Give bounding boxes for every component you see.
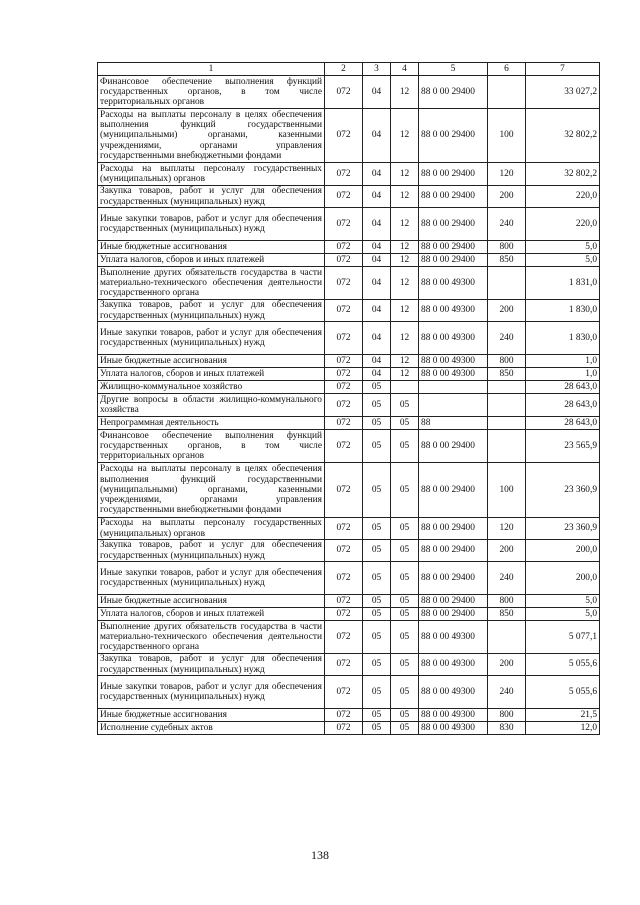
row-subsection: 12 — [391, 241, 419, 254]
row-admin-code: 072 — [325, 368, 363, 381]
row-name: Уплата налогов, сборов и иных платежей — [98, 608, 325, 621]
table-row — [98, 300, 600, 322]
row-target-article: 88 0 00 29400 — [419, 463, 488, 518]
row-expense-type — [488, 76, 526, 109]
row-target-article — [419, 394, 488, 417]
row-admin-code: 072 — [325, 676, 363, 709]
row-subsection: 05 — [391, 595, 419, 608]
row-admin-code: 072 — [325, 186, 363, 208]
row-section: 05 — [363, 676, 391, 709]
row-subsection: 12 — [391, 368, 419, 381]
row-amount: 1 830,0 — [526, 300, 600, 322]
row-amount: 23 360,9 — [526, 463, 600, 518]
row-target-article: 88 0 00 29400 — [419, 254, 488, 267]
row-amount: 1 830,0 — [526, 322, 600, 355]
row-target-article: 88 0 00 29400 — [419, 208, 488, 241]
row-target-article: 88 0 00 29400 — [419, 109, 488, 163]
col-header-2: 2 — [325, 63, 363, 76]
row-section: 04 — [363, 163, 391, 186]
row-admin-code: 072 — [325, 241, 363, 254]
table-row — [98, 109, 600, 163]
row-expense-type: 100 — [488, 109, 526, 163]
table-row — [98, 722, 600, 735]
row-section: 04 — [363, 254, 391, 267]
row-target-article: 88 0 00 29400 — [419, 595, 488, 608]
row-target-article: 88 0 00 49300 — [419, 300, 488, 322]
row-amount: 5,0 — [526, 595, 600, 608]
row-amount: 32 802,2 — [526, 109, 600, 163]
table-row — [98, 518, 600, 540]
row-expense-type — [488, 430, 526, 463]
budget-table — [97, 62, 600, 735]
row-target-article: 88 0 00 49300 — [419, 368, 488, 381]
row-name: Финансовое обеспечение выполнения функций государственных органов, в том числе территориальных органов — [98, 430, 325, 463]
table-row — [98, 76, 600, 109]
table-row — [98, 463, 600, 518]
row-expense-type: 100 — [488, 463, 526, 518]
row-subsection: 05 — [391, 417, 419, 430]
row-name: Закупка товаров, работ и услуг для обеспечения государственных (муниципальных) нужд — [98, 540, 325, 562]
header-row — [98, 63, 600, 76]
table-row — [98, 430, 600, 463]
row-subsection: 12 — [391, 109, 419, 163]
row-subsection: 05 — [391, 463, 419, 518]
row-expense-type: 830 — [488, 722, 526, 735]
row-subsection: 05 — [391, 621, 419, 654]
row-subsection — [391, 381, 419, 394]
row-amount: 28 643,0 — [526, 381, 600, 394]
row-section: 05 — [363, 381, 391, 394]
row-admin-code: 072 — [325, 254, 363, 267]
row-admin-code: 072 — [325, 381, 363, 394]
row-section: 04 — [363, 322, 391, 355]
row-section: 04 — [363, 76, 391, 109]
table-row — [98, 654, 600, 676]
row-target-article: 88 0 00 29400 — [419, 430, 488, 463]
row-expense-type — [488, 267, 526, 300]
row-section: 04 — [363, 186, 391, 208]
row-section: 05 — [363, 621, 391, 654]
row-target-article: 88 0 00 29400 — [419, 518, 488, 540]
row-name: Другие вопросы в области жилищно-коммунального хозяйства — [98, 394, 325, 417]
row-name: Иные закупки товаров, работ и услуг для обеспечения государственных (муниципальных) нужд — [98, 676, 325, 709]
row-expense-type: 850 — [488, 608, 526, 621]
row-section: 04 — [363, 267, 391, 300]
row-subsection: 05 — [391, 518, 419, 540]
table-row — [98, 595, 600, 608]
row-name: Иные бюджетные ассигнования — [98, 595, 325, 608]
row-expense-type: 240 — [488, 208, 526, 241]
row-section: 05 — [363, 463, 391, 518]
row-subsection: 05 — [391, 394, 419, 417]
table-row — [98, 241, 600, 254]
row-expense-type: 800 — [488, 241, 526, 254]
row-amount: 200,0 — [526, 562, 600, 595]
row-admin-code: 072 — [325, 463, 363, 518]
row-subsection: 12 — [391, 163, 419, 186]
row-subsection: 12 — [391, 186, 419, 208]
row-section: 05 — [363, 540, 391, 562]
col-header-7: 7 — [526, 63, 600, 76]
row-subsection: 12 — [391, 355, 419, 368]
row-amount: 5,0 — [526, 254, 600, 267]
row-section: 04 — [363, 208, 391, 241]
row-section: 05 — [363, 518, 391, 540]
table-row — [98, 608, 600, 621]
row-admin-code: 072 — [325, 518, 363, 540]
row-section: 04 — [363, 355, 391, 368]
row-amount: 33 027,2 — [526, 76, 600, 109]
row-admin-code: 072 — [325, 621, 363, 654]
row-name: Исполнение судебных актов — [98, 722, 325, 735]
table-row — [98, 621, 600, 654]
row-target-article: 88 0 00 49300 — [419, 654, 488, 676]
row-expense-type: 240 — [488, 322, 526, 355]
row-name: Уплата налогов, сборов и иных платежей — [98, 254, 325, 267]
row-target-article: 88 0 00 49300 — [419, 709, 488, 722]
row-target-article: 88 0 00 49300 — [419, 676, 488, 709]
table-body — [98, 76, 600, 735]
table-row — [98, 186, 600, 208]
row-amount: 5,0 — [526, 241, 600, 254]
row-section: 05 — [363, 562, 391, 595]
row-expense-type: 850 — [488, 368, 526, 381]
row-name: Иные закупки товаров, работ и услуг для обеспечения государственных (муниципальных) нужд — [98, 322, 325, 355]
row-expense-type: 240 — [488, 676, 526, 709]
row-name: Закупка товаров, работ и услуг для обеспечения государственных (муниципальных) нужд — [98, 300, 325, 322]
row-amount: 5 055,6 — [526, 676, 600, 709]
row-subsection: 05 — [391, 608, 419, 621]
row-admin-code: 072 — [325, 540, 363, 562]
table-row — [98, 394, 600, 417]
row-subsection: 12 — [391, 300, 419, 322]
row-amount: 23 360,9 — [526, 518, 600, 540]
table-row — [98, 562, 600, 595]
row-subsection: 12 — [391, 267, 419, 300]
table-row — [98, 208, 600, 241]
row-section: 04 — [363, 109, 391, 163]
row-expense-type: 240 — [488, 562, 526, 595]
table-row — [98, 381, 600, 394]
row-section: 05 — [363, 654, 391, 676]
row-target-article: 88 0 00 29400 — [419, 186, 488, 208]
row-admin-code: 072 — [325, 394, 363, 417]
row-expense-type: 200 — [488, 300, 526, 322]
row-expense-type — [488, 621, 526, 654]
row-target-article: 88 0 00 29400 — [419, 76, 488, 109]
row-name: Иные закупки товаров, работ и услуг для обеспечения государственных (муниципальных) нужд — [98, 562, 325, 595]
row-name: Уплата налогов, сборов и иных платежей — [98, 368, 325, 381]
row-name: Непрограммная деятельность — [98, 417, 325, 430]
row-name: Выполнение других обязательств государства в части материально-технического обеспечения деятельности государственного органа — [98, 621, 325, 654]
row-target-article: 88 0 00 49300 — [419, 621, 488, 654]
row-expense-type: 800 — [488, 355, 526, 368]
row-name: Жилищно-коммунальное хозяйство — [98, 381, 325, 394]
row-amount: 28 643,0 — [526, 394, 600, 417]
row-target-article: 88 0 00 49300 — [419, 322, 488, 355]
row-target-article: 88 0 00 49300 — [419, 355, 488, 368]
row-section: 04 — [363, 241, 391, 254]
row-amount: 23 565,9 — [526, 430, 600, 463]
row-amount: 32 802,2 — [526, 163, 600, 186]
row-section: 04 — [363, 300, 391, 322]
row-name: Расходы на выплаты персоналу государственных (муниципальных) органов — [98, 163, 325, 186]
table-row — [98, 254, 600, 267]
row-name: Иные закупки товаров, работ и услуг для обеспечения государственных (муниципальных) нужд — [98, 208, 325, 241]
row-admin-code: 072 — [325, 109, 363, 163]
row-admin-code: 072 — [325, 322, 363, 355]
row-target-article — [419, 381, 488, 394]
row-subsection: 05 — [391, 722, 419, 735]
col-header-4: 4 — [391, 63, 419, 76]
table-row — [98, 322, 600, 355]
row-expense-type: 200 — [488, 540, 526, 562]
row-target-article: 88 0 00 29400 — [419, 608, 488, 621]
row-section: 05 — [363, 709, 391, 722]
row-subsection: 05 — [391, 430, 419, 463]
table-row — [98, 267, 600, 300]
row-subsection: 12 — [391, 254, 419, 267]
row-admin-code: 072 — [325, 430, 363, 463]
row-name: Выполнение других обязательств государства в части материально-технического обеспечения деятельности государственного органа — [98, 267, 325, 300]
row-name: Финансовое обеспечение выполнения функций государственных органов, в том числе территориальных органов — [98, 76, 325, 109]
row-subsection: 12 — [391, 322, 419, 355]
col-header-6: 6 — [488, 63, 526, 76]
row-admin-code: 072 — [325, 300, 363, 322]
row-admin-code: 072 — [325, 355, 363, 368]
row-admin-code: 072 — [325, 608, 363, 621]
table-row — [98, 368, 600, 381]
row-admin-code: 072 — [325, 722, 363, 735]
row-subsection: 12 — [391, 76, 419, 109]
row-section: 05 — [363, 595, 391, 608]
row-expense-type: 800 — [488, 595, 526, 608]
row-section: 05 — [363, 394, 391, 417]
col-header-3: 3 — [363, 63, 391, 76]
row-section: 05 — [363, 430, 391, 463]
row-target-article: 88 0 00 49300 — [419, 722, 488, 735]
row-expense-type: 120 — [488, 518, 526, 540]
row-amount: 5 055,6 — [526, 654, 600, 676]
row-target-article: 88 0 00 29400 — [419, 163, 488, 186]
row-amount: 1 831,0 — [526, 267, 600, 300]
row-target-article: 88 — [419, 417, 488, 430]
row-admin-code: 072 — [325, 76, 363, 109]
row-expense-type: 850 — [488, 254, 526, 267]
page-number: 138 — [311, 848, 329, 862]
row-name: Расходы на выплаты персоналу государственных (муниципальных) органов — [98, 518, 325, 540]
row-name: Расходы на выплаты персоналу в целях обеспечения выполнения функций государственными (муниципальными) органами, казенными учреждениями, органами управления государственными внебюджетными фондами — [98, 463, 325, 518]
row-name: Иные бюджетные ассигнования — [98, 241, 325, 254]
row-admin-code: 072 — [325, 208, 363, 241]
row-amount: 220,0 — [526, 186, 600, 208]
row-amount: 200,0 — [526, 540, 600, 562]
table-row — [98, 417, 600, 430]
row-section: 04 — [363, 368, 391, 381]
row-expense-type: 800 — [488, 709, 526, 722]
table-row — [98, 709, 600, 722]
row-target-article: 88 0 00 29400 — [419, 540, 488, 562]
row-amount: 28 643,0 — [526, 417, 600, 430]
row-expense-type — [488, 417, 526, 430]
row-admin-code: 072 — [325, 417, 363, 430]
row-section: 05 — [363, 608, 391, 621]
row-admin-code: 072 — [325, 163, 363, 186]
row-amount: 5 077,1 — [526, 621, 600, 654]
row-subsection: 05 — [391, 562, 419, 595]
row-subsection: 12 — [391, 208, 419, 241]
row-name: Закупка товаров, работ и услуг для обеспечения государственных (муниципальных) нужд — [98, 654, 325, 676]
row-amount: 220,0 — [526, 208, 600, 241]
row-subsection: 05 — [391, 676, 419, 709]
row-amount: 21,5 — [526, 709, 600, 722]
row-amount: 12,0 — [526, 722, 600, 735]
table-row — [98, 540, 600, 562]
row-subsection: 05 — [391, 709, 419, 722]
row-section: 05 — [363, 722, 391, 735]
row-target-article: 88 0 00 29400 — [419, 562, 488, 595]
row-admin-code: 072 — [325, 562, 363, 595]
row-admin-code: 072 — [325, 267, 363, 300]
col-header-5: 5 — [419, 63, 488, 76]
row-admin-code: 072 — [325, 709, 363, 722]
row-target-article: 88 0 00 49300 — [419, 267, 488, 300]
row-expense-type: 120 — [488, 163, 526, 186]
row-expense-type: 200 — [488, 186, 526, 208]
row-name: Иные бюджетные ассигнования — [98, 355, 325, 368]
row-target-article: 88 0 00 29400 — [419, 241, 488, 254]
row-admin-code: 072 — [325, 654, 363, 676]
row-name: Закупка товаров, работ и услуг для обеспечения государственных (муниципальных) нужд — [98, 186, 325, 208]
row-section: 05 — [363, 417, 391, 430]
table-row — [98, 676, 600, 709]
row-admin-code: 072 — [325, 595, 363, 608]
col-header-1: 1 — [98, 63, 325, 76]
table-row — [98, 163, 600, 186]
row-subsection: 05 — [391, 540, 419, 562]
row-subsection: 05 — [391, 654, 419, 676]
row-name: Иные бюджетные ассигнования — [98, 709, 325, 722]
row-expense-type — [488, 381, 526, 394]
row-amount: 1,0 — [526, 368, 600, 381]
row-amount: 1,0 — [526, 355, 600, 368]
table-row — [98, 355, 600, 368]
row-expense-type: 200 — [488, 654, 526, 676]
row-expense-type — [488, 394, 526, 417]
row-name: Расходы на выплаты персоналу в целях обеспечения выполнения функций государственными (муниципальными) органами, казенными учреждениями, органами управления государственными внебюджетными фондами — [98, 109, 325, 163]
row-amount: 5,0 — [526, 608, 600, 621]
